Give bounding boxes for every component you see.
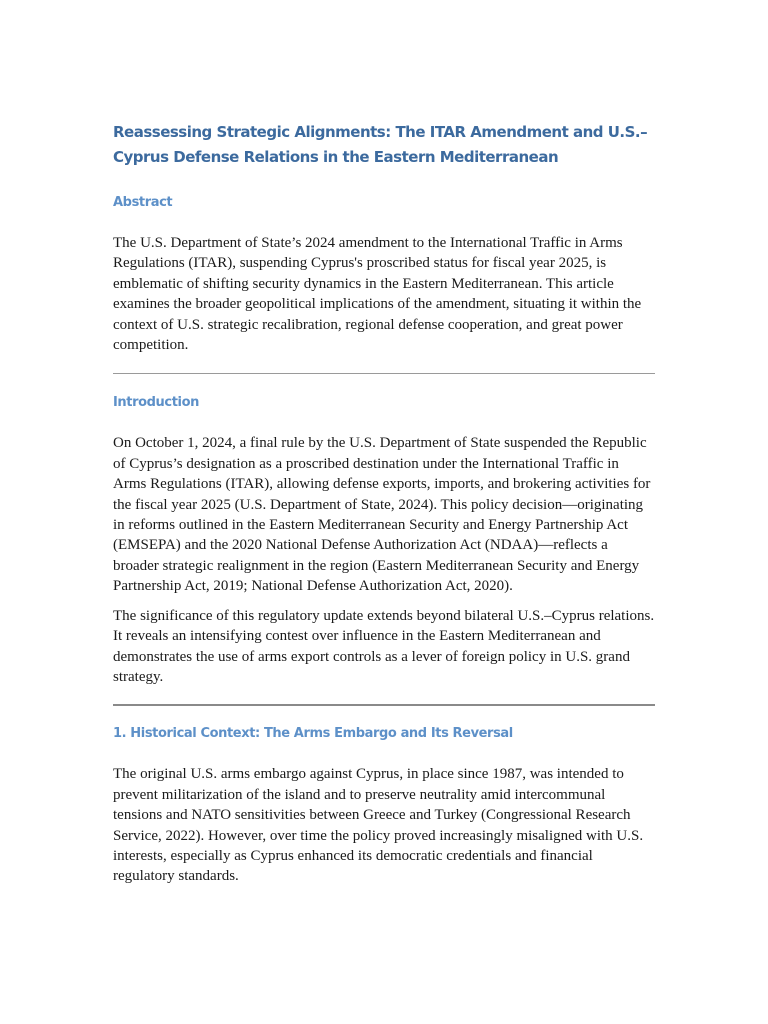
section-divider	[113, 704, 655, 706]
introduction-paragraph-2: The significance of this regulatory update extends beyond bilateral U.S.–Cyprus relations. It reveals an intensifying contest over influence in the Eastern Mediterranean and demonstrates the use of arms export controls as a lever of foreign policy in U.S. grand strategy.	[113, 607, 655, 685]
document-title: Reassessing Strategic Alignments: The ITAR Amendment and U.S.–Cyprus Defense Relations in the Eastern Mediterranean	[113, 123, 648, 166]
abstract-heading: Abstract	[113, 195, 173, 210]
abstract-paragraph: The U.S. Department of State’s 2024 amendment to the International Traffic in Arms Regulations (ITAR), suspending Cyprus's proscribed status for fiscal year 2025, is emblematic of shifting security dynamics in the Eastern Mediterranean. This article examines the broader geopolitical implications of the amendment, situating it within the context of U.S. strategic recalibration, regional defense cooperation, and great power competition.	[113, 235, 642, 354]
introduction-paragraph-1: On October 1, 2024, a final rule by the U.S. Department of State suspended the Republic of Cyprus’s designation as a proscribed destination under the International Traffic in Arms Regulations (ITAR), allowing defense exports, imports, and brokering activities for the fiscal year 2025 (U.S. Department of State, 2024). This policy decision—originating in reforms outlined in the Eastern Mediterranean Security and Energy Partnership Act (EMSEPA) and the 2020 National Defense Authorization Act (NDAA)—reflects a broader strategic realignment in the region (Eastern Mediterranean Security and Energy Partnership Act, 2019; National Defense Authorization Act, 2020).	[113, 435, 651, 595]
section-1-heading: 1. Historical Context: The Arms Embargo and Its Reversal	[113, 726, 513, 742]
section-1-paragraph-1: The original U.S. arms embargo against Cyprus, in place since 1987, was intended to prevent militarization of the island and to preserve neutrality amid intercommunal tensions and NATO sensitivities between Greece and Turkey (Congressional Research Service, 2022). However, over time the policy proved increasingly misaligned with U.S. interests, especially as Cyprus enhanced its democratic credentials and financial regulatory standards.	[113, 766, 644, 885]
introduction-heading: Introduction	[113, 395, 199, 411]
section-divider	[113, 373, 655, 374]
document-page	[113, 120, 655, 887]
